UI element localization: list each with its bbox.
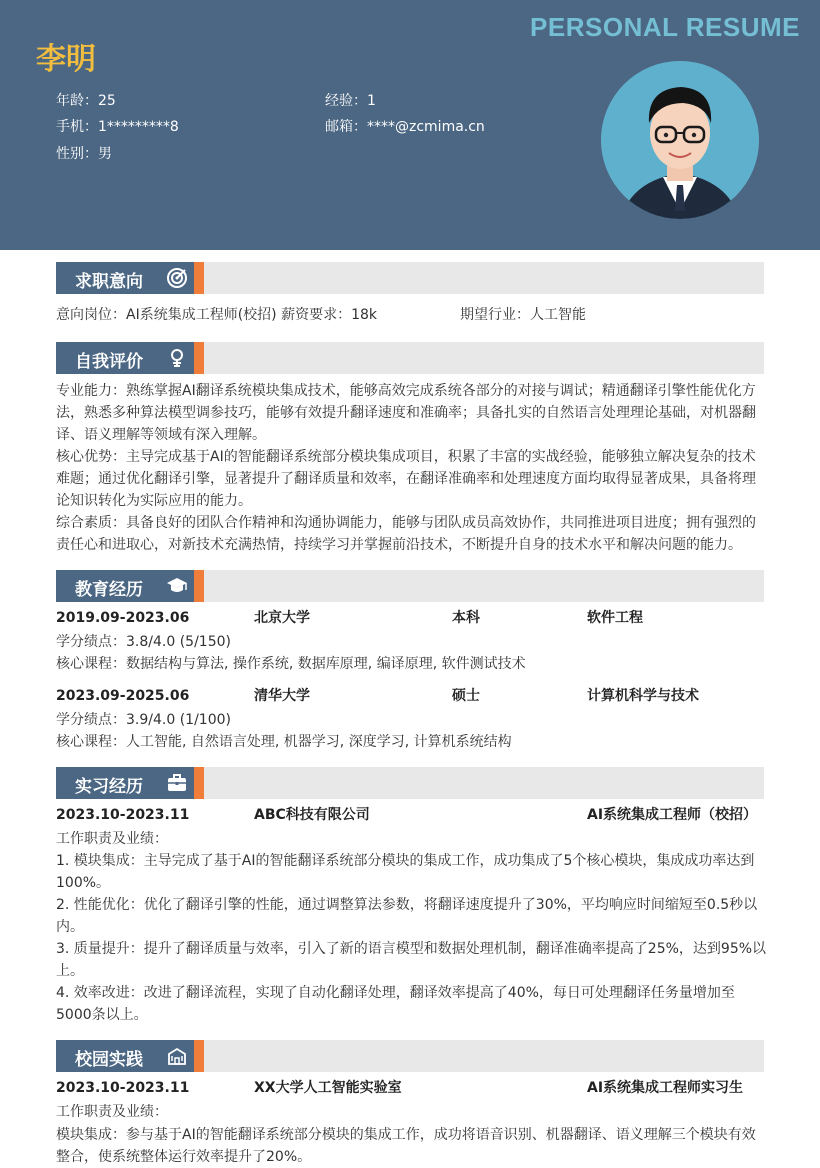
campus-duty-label: 工作职责及业绩：	[56, 1104, 168, 1120]
edu-2-degree: 硕士	[452, 688, 480, 704]
avatar	[601, 61, 759, 219]
intern-company: ABC科技有限公司	[254, 807, 370, 823]
candidate-name: 李明	[36, 42, 96, 77]
intern-period: 2023.10-2023.11	[56, 807, 190, 823]
info-experience: 经验：1	[325, 93, 376, 109]
intern-item-2: 2. 性能优化：优化了翻译引擎的性能，通过调整算法参数，将翻译速度提升了30%，平均响应时间缩短至0.5秒以内。	[56, 897, 758, 935]
section-education	[56, 570, 764, 602]
info-phone: 手机：1*********8	[56, 119, 179, 135]
graduation-cap-icon	[166, 575, 188, 597]
lightbulb-icon	[166, 347, 188, 369]
edu-2-school: 清华大学	[254, 688, 310, 704]
section-title-campus: 校园实践	[75, 1050, 143, 1070]
intern-item-1: 1. 模块集成：主导完成了基于AI的智能翻译系统部分模块的集成工作，成功集成了5个核心模块，集成成功率达到100%。	[56, 853, 755, 891]
section-title-internship: 实习经历	[75, 777, 143, 797]
edu-2-courses: 核心课程：人工智能, 自然语言处理, 机器学习, 深度学习, 计算机系统结构	[56, 734, 512, 750]
info-email: 邮箱：****@zcmima.cn	[325, 119, 485, 135]
intent-position-salary: 意向岗位：AI系统集成工程师(校招) 薪资要求：18k	[56, 307, 378, 323]
section-title-self-eval: 自我评价	[75, 352, 143, 372]
edu-1-major: 软件工程	[587, 610, 643, 626]
section-internship	[56, 767, 764, 799]
section-intent	[56, 262, 764, 294]
campus-role: AI系统集成工程师实习生	[587, 1080, 744, 1096]
self-eval-advantage: 核心优势：主导完成基于AI的智能翻译系统部分模块集成项目，积累了丰富的实战经验，能够独立解决复杂的技术难题；通过优化翻译引擎，显著提升了翻译质量和效率，在翻译准确率和处理速度方面均取得显著成果，具备将理论知识转化为实际应用的能力。	[56, 449, 756, 509]
target-icon	[166, 267, 188, 289]
edu-1-school: 北京大学	[254, 610, 310, 626]
self-eval-quality: 综合素质：具备良好的团队合作精神和沟通协调能力，能够与团队成员高效协作，共同推进项目进度；拥有强烈的责任心和进取心，对新技术充满热情，持续学习并掌握前沿技术，不断提升自身的技术水平和解决问题的能力。	[56, 515, 756, 553]
resume-title: PERSONAL RESUME	[530, 12, 800, 42]
intent-industry: 期望行业：人工智能	[460, 307, 586, 323]
edu-1-courses: 核心课程：数据结构与算法, 操作系统, 数据库原理, 编译原理, 软件测试技术	[56, 656, 526, 672]
intern-role: AI系统集成工程师（校招）	[587, 807, 758, 823]
intern-item-4: 4. 效率改进：改进了翻译流程，实现了自动化翻译处理，翻译效率提高了40%，每日可处理翻译任务量增加至5000条以上。	[56, 985, 735, 1023]
edu-1-degree: 本科	[452, 610, 480, 626]
intern-duty-label: 工作职责及业绩：	[56, 831, 168, 847]
edu-2-gpa: 学分绩点：3.9/4.0 (1/100)	[56, 712, 231, 728]
self-eval-professional: 专业能力：熟练掌握AI翻译系统模块集成技术，能够高效完成系统各部分的对接与调试；精通翻译引擎性能优化方法，熟悉多种算法模型调参技巧，能够有效提升翻译速度和准确率；具备扎实的自然语言处理理论基础，对机器翻译、语义理解等领域有深入理解。	[56, 383, 756, 443]
section-title-intent: 求职意向	[75, 272, 143, 292]
resume-header	[0, 0, 820, 250]
edu-1-period: 2019.09-2023.06	[56, 610, 190, 626]
info-age: 年龄：25	[56, 93, 116, 109]
section-title-education: 教育经历	[75, 580, 143, 600]
edu-2-major: 计算机科学与技术	[587, 688, 699, 704]
campus-period: 2023.10-2023.11	[56, 1080, 190, 1096]
section-self-eval	[56, 342, 764, 374]
briefcase-icon	[166, 772, 188, 794]
edu-2-period: 2023.09-2025.06	[56, 688, 190, 704]
school-building-icon	[166, 1045, 188, 1067]
edu-1-gpa: 学分绩点：3.8/4.0 (5/150)	[56, 634, 231, 650]
section-campus	[56, 1040, 764, 1072]
info-gender: 性别：男	[56, 146, 112, 162]
intern-item-3: 3. 质量提升：提升了翻译质量与效率，引入了新的语言模型和数据处理机制，翻译准确率提高了25%，达到95%以上。	[56, 941, 767, 979]
campus-item-1: 模块集成：参与基于AI的智能翻译系统部分模块的集成工作，成功将语音识别、机器翻译、语义理解三个模块有效整合，使系统整体运行效率提升了20%。	[56, 1127, 756, 1165]
campus-org: XX大学人工智能实验室	[254, 1080, 402, 1096]
